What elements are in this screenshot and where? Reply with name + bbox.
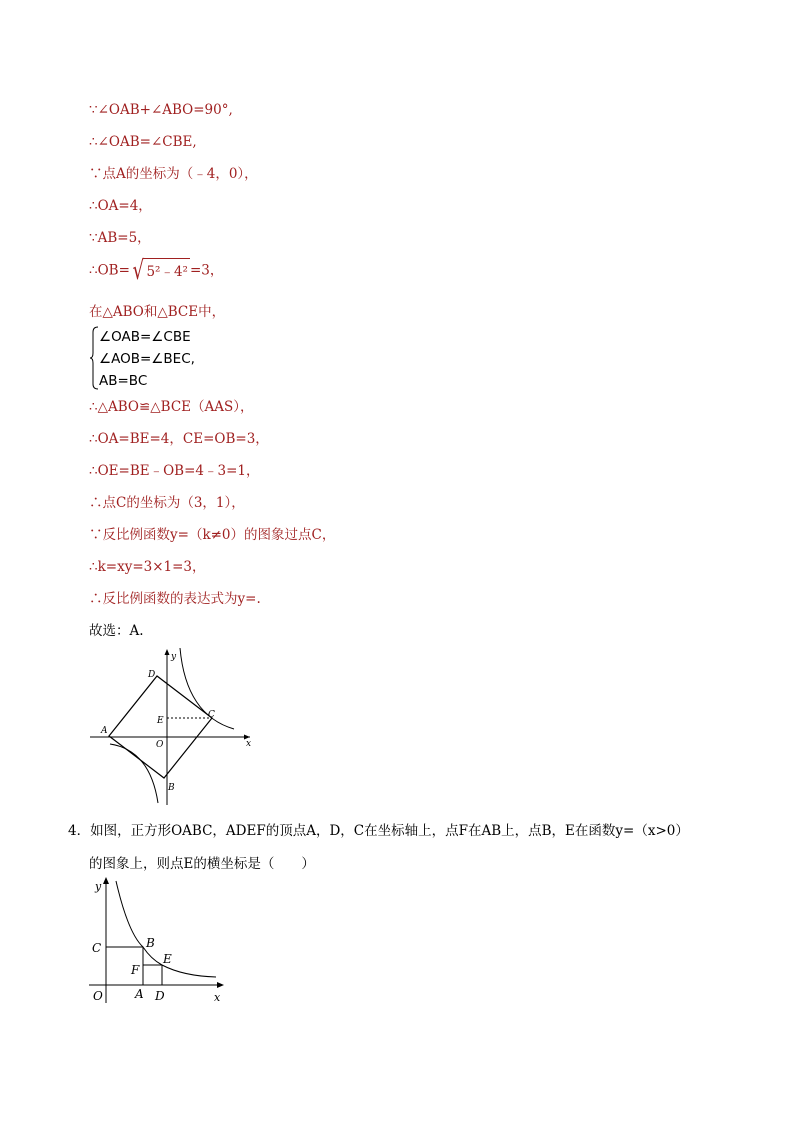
solution-line-10: ∴OE=BE﹣OB=4﹣3=1， [89,463,260,479]
fig2-label-y: y [95,880,102,893]
solution-line-8: ∴△ABO≌△BCE（AAS）， [89,399,254,415]
sqrt-expression [130,258,190,284]
fig2-label-d: D [155,989,165,1003]
fig1-label-x: x [246,739,252,749]
fig2-label-e: E [163,952,172,966]
square-abcd [109,676,212,778]
solution-line-14: ∴反比例函数的表达式为y=. [89,591,261,607]
figure-two-squares [88,873,230,1008]
solution-line-9: ∴OA=BE=4，CE=OB=3， [89,431,269,447]
radical-sign-icon: √ [132,256,144,286]
system-row-3: AB=BC [99,373,148,389]
y-axis-arrow-icon [165,649,170,655]
solution-line-2: ∴∠OAB=∠CBE, [89,134,197,150]
x-axis-arrow-icon [217,982,224,988]
left-brace-icon [89,326,99,390]
square-adef [143,965,162,985]
fig1-label-b: B [168,783,175,793]
question-4-line-2: 的图象上，则点E的横坐标是（ ） [89,856,315,872]
fig2-label-f: F [131,963,140,977]
fig1-label-y: y [171,652,177,662]
solution-line-11: ∴点C的坐标为（3，1）， [89,495,245,511]
hyperbola-branch-q1 [180,648,234,729]
y-axis-arrow-icon [103,877,109,884]
fig2-label-b: B [146,936,155,950]
system-row-2: ∠AOB=∠BEC, [99,351,195,367]
radicand: 5²﹣4² [144,258,190,284]
fig1-label-o: O [156,740,164,750]
solution-line-13: ∴k=xy=3×1=3， [89,559,206,575]
solution-line-6 [89,258,223,284]
fig1-label-a: A [101,726,108,736]
fig2-label-x: x [214,991,221,1004]
equation-system [89,326,229,390]
solution-line-5: ∵AB=5， [89,230,151,246]
fig2-label-c: C [92,941,102,955]
solution-line-3: ∵点A的坐标为（﹣4，0）， [89,166,258,182]
solution-line-12: ∵反比例函数y=（k≠0）的图象过点C， [89,527,336,543]
fig1-label-e: E [157,716,164,726]
question-4-line-1: 4．如图，正方形OABC，ADEF的顶点A，D，C在坐标轴上，点F在AB上，点B，E在函数y=（x>0） [68,823,689,839]
solution-line-1: ∵∠OAB+∠ABO=90°, [89,102,233,118]
solution-line-4: ∴OA=4， [89,198,152,214]
ob-prefix: ∴OB= [89,262,130,279]
ob-result: =3， [189,262,224,279]
fig1-label-c: C [208,710,215,720]
fig2-label-a: A [135,987,144,1001]
system-row-1: ∠OAB=∠CBE [99,329,191,345]
fig1-label-d: D [148,670,156,680]
fig2-label-o: O [93,989,103,1003]
figure-square-hyperbola [88,645,260,807]
hyperbola-branch-q3 [110,744,158,803]
solution-line-7: 在△ABO和△BCE中， [89,304,226,320]
answer-line: 故选：A. [89,623,144,639]
